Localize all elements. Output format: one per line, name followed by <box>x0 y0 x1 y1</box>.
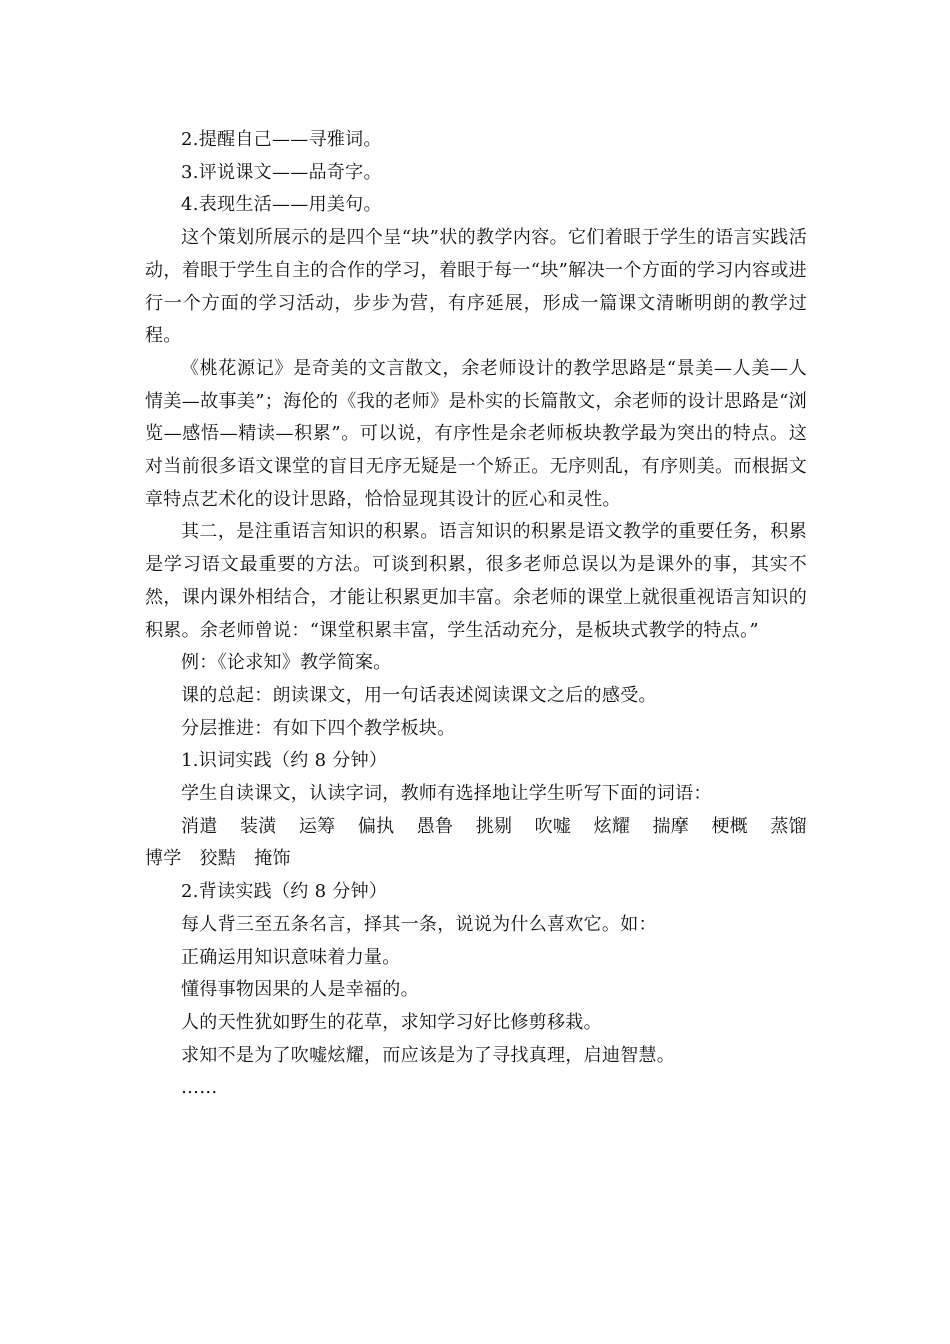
example-overview: 课的总起：朗读课文，用一句话表述阅读课文之后的感受。 <box>181 684 657 706</box>
vocabulary-row-1 <box>145 811 807 844</box>
example-layers: 分层推进：有如下四个教学板块。 <box>181 717 456 739</box>
quote-item: 人的天性犹如野生的花草，求知学习好比修剪移栽。 <box>181 1011 602 1033</box>
ellipsis: …… <box>181 1077 218 1099</box>
vocabulary-row-2 <box>145 843 807 876</box>
block2-description: 每人背三至五条名言，择其一条，说说为什么喜欢它。如： <box>181 913 657 935</box>
vocab-word: 博学 <box>145 848 182 870</box>
paragraph-block-strategy: 这个策划所展示的是四个呈“块”状的教学内容。它们着眼于学生的语言实践活动，着眼于学生自主的合作的学习，着眼于每一“块”解决一个方面的学习内容或进行一个方面的学习活动，步步为营，有序延展，形成一篇课文清晰明朗的教学过程。 <box>145 227 807 347</box>
vocab-word: 愚鲁 <box>416 815 454 837</box>
list-item-2: 2.提醒自己——寻雅词。 <box>181 129 382 150</box>
paragraph-design-ideas: 《桃花源记》是奇美的文言散文，余老师设计的教学思路是“景美—人美—人情美—故事美”；海伦的《我的老师》是朴实的长篇散文，余老师的设计思路是“浏览—感悟—精读—积累”。可以说，有序性是余老师板块教学最为突出的特点。这对当前很多语文课堂的盲目无序无疑是一个矫正。无序则乱，有序则美。而根据文章特点艺术化的设计思路，恰恰显现其设计的匠心和灵性。 <box>145 357 807 510</box>
list-item-3: 3.评说课文——品奇字。 <box>181 161 382 183</box>
vocab-word: 蒸馏 <box>770 815 807 837</box>
vocab-word: 揣摩 <box>652 815 690 837</box>
document-body <box>145 124 807 1105</box>
block1-description: 学生自读课文，认读字词，教师有选择地让学生听写下面的词语： <box>181 783 712 805</box>
block2-title: 2.背读实践（约 8 分钟） <box>181 881 388 903</box>
example-title: 例：《论求知》教学简案。 <box>181 652 392 674</box>
vocab-word: 装潢 <box>239 815 277 837</box>
vocab-word: 偏执 <box>357 815 395 837</box>
paragraph-language-accumulation: 其二，是注重语言知识的积累。语言知识的积累是语文教学的重要任务，积累是学习语文最重要的方法。可谈到积累，很多老师总误以为是课外的事，其实不然，课内课外相结合，才能让积累更加丰富。余老师的课堂上就很重视语言知识的积累。余老师曾说：“课堂积累丰富，学生活动充分，是板块式教学的特点。” <box>145 521 807 641</box>
list-item-4: 4.表现生活——用美句。 <box>181 194 382 216</box>
vocab-word: 消遣 <box>181 815 218 837</box>
quote-item: 求知不是为了吹嘘炫耀，而应该是为了寻找真理，启迪智慧。 <box>181 1044 676 1066</box>
vocab-word: 掩饰 <box>254 848 291 870</box>
quote-item: 懂得事物因果的人是幸福的。 <box>181 979 419 1001</box>
vocab-word: 运筹 <box>298 815 336 837</box>
vocab-word: 挑剔 <box>475 815 513 837</box>
quote-item: 正确运用知识意味着力量。 <box>181 946 401 968</box>
vocab-word: 狡黠 <box>199 848 237 870</box>
vocab-word: 吹嘘 <box>534 815 572 837</box>
vocab-word: 梗概 <box>711 815 749 837</box>
block1-title: 1.识词实践（约 8 分钟） <box>181 750 388 772</box>
vocab-word: 炫耀 <box>593 815 631 837</box>
